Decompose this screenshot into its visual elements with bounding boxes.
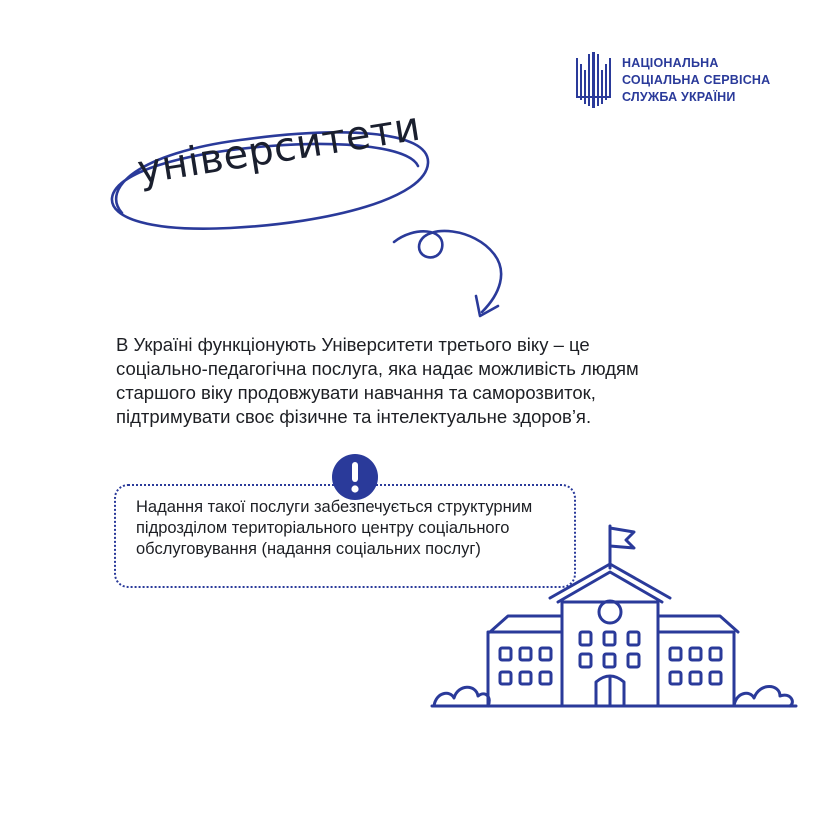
exclamation-icon [330, 452, 380, 502]
curly-arrow-icon [384, 220, 524, 330]
logo-line-3: СЛУЖБА УКРАЇНИ [622, 89, 736, 104]
school-building-icon [430, 520, 800, 720]
intro-paragraph: В Україні функціонують Університети третього віку – це соціально-педагогічна послуга, яка надає можливість людям старшого віку продовжувати навчання та саморозвиток, підтримувати своє фізичне та інтелектуальне здоров’я. [116, 334, 639, 427]
note-text: Надання такої послуги забезпечується структурним підрозділом територіального центру соціального обслуговування (надання соціальних послуг) [136, 498, 533, 558]
logo-line-1: НАЦІОНАЛЬНА [622, 55, 719, 70]
page-title: університети [134, 103, 424, 194]
logo-text [622, 55, 770, 106]
trident-barcode-icon [574, 50, 614, 110]
nsss-logo [574, 50, 770, 110]
logo-line-2: СОЦІАЛЬНА СЕРВІСНА [622, 72, 771, 87]
